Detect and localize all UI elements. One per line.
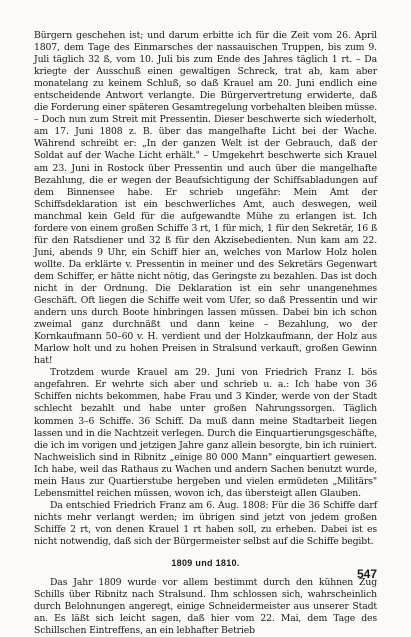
paragraph-2: Trotzdem wurde Krauel am 29. Juni von Friedrich Franz I. bös angefahren. Er wehrte sich aber und schrieb u. a.: Ich habe von 36 Schiffen nichts bekommen, habe Frau und 3 Kinder, werde von der Stadt schlecht bezahlt und habe unter großen Nahrungssorgen. Täglich kommen 3–6 Schiffe. 36 Schiff. Da muß dann meine Stadtarbeit liegen lassen und in die Nachtzeit verlegen. Durch die Einquartierungsgeschäfte, die ich im vorigen und jetzigen Jahre ganz allein besorgte, bin ich ruiniert. Nachweislich sind in Ribnitz „einige 80 000 Mann" einquartiert gewesen. Ich habe, weil das Rathaus zu Wachen und andern Sachen benutzt wurde, mein Haus zur Quartierstube hergeben und vielen ermüdeten „Militärs" Lebensmittel reichen müssen, wovon ich, das übersteigt allen Glauben. <box>34 367 377 499</box>
section-heading: 1809 und 1810. <box>171 558 240 569</box>
paragraph-1: Bürgern geschehen ist; und darum erbitte ich für die Zeit vom 26. April 1807, dem Tage des Einmarsches der nassauischen Truppen, bis zum 9. Juli täglich 32 ß, vom 10. Juli bis zum Ende des Jahres täglich 1 rt. – Da kriegte der Ausschuß einen gewaltigen Schreck, trat ab, kam aber monatelang zu keinem Schluß, so daß Krauel am 20. Juni endlich eine entscheidende Antwort verlangte. Die Bürgervertretung erwiderte, daß die Forderung einer späteren Gesamtregelung vorbehalten bleiben müsse. – Doch nun zum Streit mit Pressentin. Dieser beschwerte sich wiederholt, am 17. Juni 1808 z. B. über das mangelhafte Licht bei der Wache. Während schreibt er: „In der ganzen Welt ist der Gebrauch, daß der Soldat auf der Wache Licht erhält." – Umgekehrt beschwerte sich Krauel am 23. Juni in Rostock über Pressentin und auch über die mangelhafte Bezahlung, die er wegen der Beaufsichtigung der Schiffsabladungen auf dem Binnensee habe. Er schrieb ungefähr: Mein Amt der Schiffsdeklaration ist ein beschwerliches Amt, auch deswegen, weil manchmal kein Geld für die aufgewandte Mühe zu erlangen ist. Ich fordere von einem großen Schiffe 3 rt, 1 für mich, 1 für den Sekretär, 16 ß für den Ratsdiener und 32 ß für den Akzisebedienten. Nun kam am 22. Juni, abends 9 Uhr, ein Schiff hier an, welches von Marlow Holz holen wollte. Da erklärte v. Pressentin in meiner und des Sekretärs Gegenwart dem Schiffer, er hätte nicht nötig, das Geringste zu bezahlen. Das ist doch nicht in der Ordnung. Die Deklaration ist ein sehr unangenehmes Geschäft. Oft liegen die Schiffe weit vom Ufer, so daß Pressentin und wir andern uns durch Boote hinbringen lassen müssen. Dabei bin ich schon zweimal ganz durchnäßt und dann keine – Bezahlung, wo der Kornkaufmann 50–60 v. H. verdient und der Holzkaufmann, der Holz aus Marlow holt und zu hohen Preisen in Stralsund verkauft, großen Gewinn hat! <box>34 30 377 367</box>
page-number: 547 <box>356 567 377 581</box>
paragraph-3: Da entschied Friedrich Franz am 6. Aug. 1808: Für die 36 Schiffe darf nichts mehr verlangt werden; im übrigen sind jetzt von jedem großen Schiffe 2 rt, von denen Krauel 1 rt haben soll, zu erheben. Dabei ist es nicht notwendig, daß sich der Bürgermeister selbst auf die Schiffe begibt. <box>34 499 377 547</box>
paragraph-4: Das Jahr 1809 wurde vor allem bestimmt durch den kühnen Zug Schills über Ribnitz nach Stralsund. Ihm schlossen sich, wahrscheinlich durch Belohnungen angeregt, einige Schneidermeister aus unserer Stadt an. Es läßt sich leicht sagen, daß hier vom 22. Mai, dem Tage des Schillschen Eintreffens, an ein lebhafter Betrieb <box>34 577 377 637</box>
body-text <box>34 30 377 637</box>
